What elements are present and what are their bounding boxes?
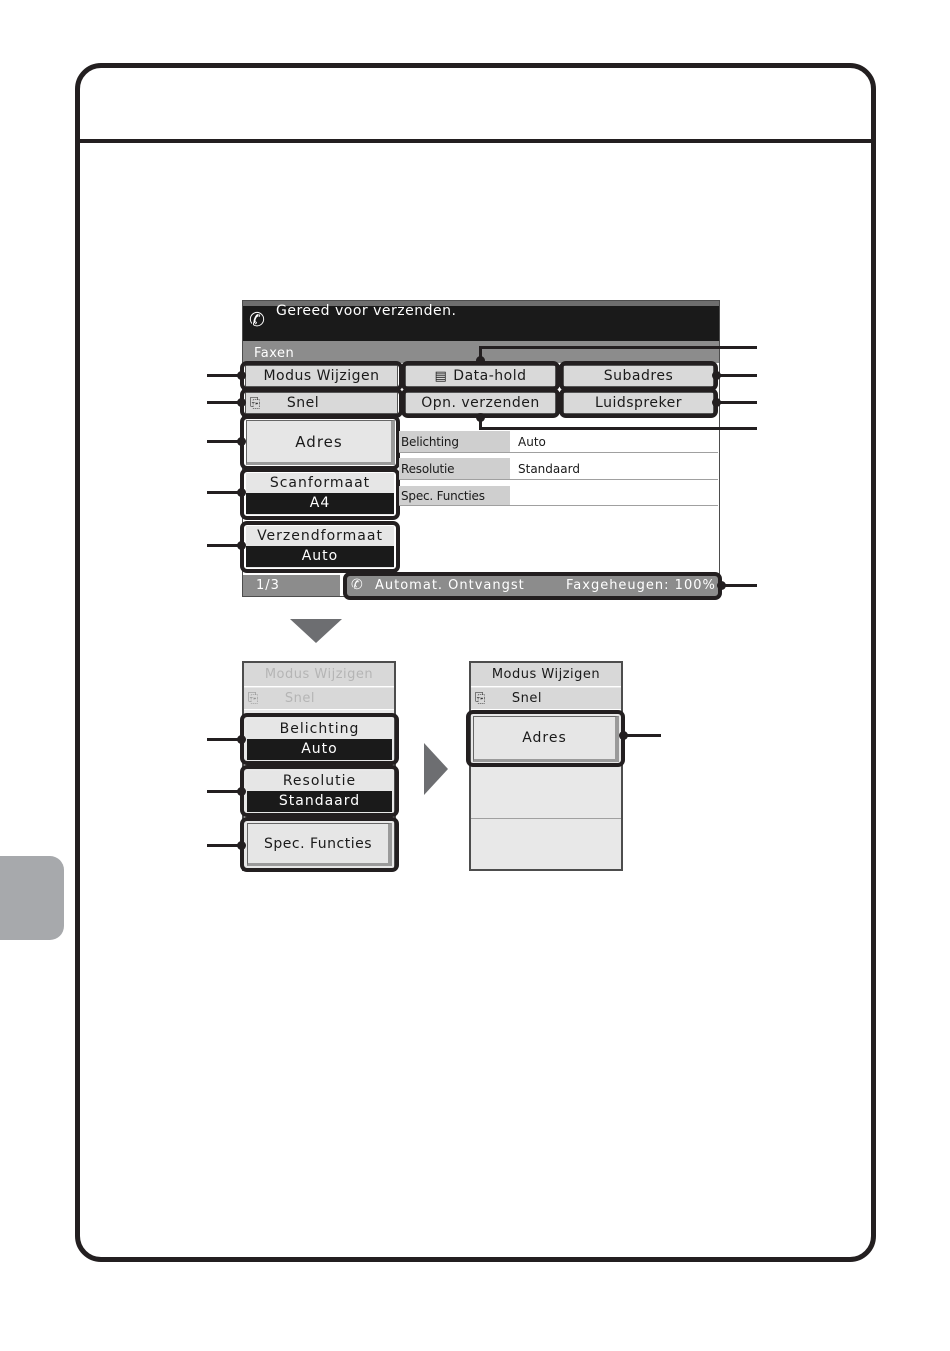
- mode-label: Faxen: [254, 346, 295, 361]
- callout-status: [343, 572, 722, 600]
- exposure-value: Auto: [247, 739, 392, 760]
- callout-mode-change: [240, 361, 403, 391]
- chapter-tab: [0, 856, 64, 940]
- special-functions-label: Spec. Functies: [263, 835, 372, 852]
- document-icon: ▤: [434, 368, 448, 384]
- leader-dot: [476, 413, 485, 422]
- callout-address: [240, 415, 400, 470]
- mode-change-label: Modus Wijzigen: [264, 667, 374, 682]
- leader-dot: [237, 398, 246, 407]
- callout-send-size: [240, 521, 400, 573]
- leader-dot: [712, 398, 721, 407]
- leader-line: [721, 584, 757, 587]
- setting-exposure-label: Belichting: [399, 431, 510, 452]
- panel-divider: [471, 818, 621, 819]
- callout-exposure: [240, 713, 399, 765]
- scan-size-label: Scanformaat: [269, 475, 371, 491]
- callout-quick: [240, 388, 403, 418]
- quick-label: Snel: [286, 395, 320, 411]
- callout-speaker: [559, 388, 718, 418]
- speed-dial-icon: ⎘: [250, 395, 261, 411]
- speaker-label: Luidspreker: [595, 395, 682, 411]
- leader-dot: [237, 371, 246, 380]
- resolution-label: Resolutie: [282, 773, 357, 789]
- address-label: Adres: [522, 730, 567, 746]
- sub-address-label: Subadres: [603, 368, 674, 384]
- setting-exposure-value: Auto: [518, 434, 546, 449]
- send-size-label: Verzendformaat: [257, 528, 383, 544]
- leader-line: [716, 401, 757, 404]
- callout-scan-size: [240, 468, 400, 520]
- callout-resolution: [240, 765, 399, 817]
- triangle-down-icon: [290, 619, 342, 643]
- setting-special-value: [510, 486, 718, 505]
- leader-dot: [237, 488, 246, 497]
- leader-line: [479, 427, 757, 430]
- triangle-right-icon: [424, 743, 448, 795]
- fax-memory-text: Faxgeheugen: 100%: [566, 578, 716, 593]
- setting-divider: [399, 505, 718, 506]
- callout-data-hold: [401, 361, 560, 391]
- mode-change-button[interactable]: [471, 663, 621, 687]
- mode-change-label: Modus Wijzigen: [491, 667, 601, 682]
- exposure-label: Belichting: [279, 721, 360, 737]
- leader-dot: [237, 735, 246, 744]
- setting-resolution-value: Standaard: [518, 461, 580, 476]
- status-message: Gereed voor verzenden.: [276, 303, 457, 319]
- leader-line: [481, 346, 757, 349]
- setting-divider: [399, 452, 718, 453]
- quick-button[interactable]: [471, 688, 621, 710]
- mode-change-label: Modus Wijzigen: [263, 368, 380, 384]
- data-hold-label: Data-hold: [453, 368, 527, 384]
- send-size-value: Auto: [246, 546, 394, 567]
- mode-change-button[interactable]: [244, 663, 394, 687]
- leader-dot: [237, 541, 246, 550]
- quick-label: Snel: [511, 691, 543, 706]
- speed-dial-icon: ⎘: [475, 691, 486, 706]
- leader-dot: [237, 841, 246, 850]
- page-indicator: 1/3: [256, 578, 280, 593]
- callout-address: [466, 710, 625, 767]
- leader-line: [624, 734, 661, 737]
- quick-button[interactable]: [244, 688, 394, 710]
- phone-icon: ✆: [249, 309, 265, 331]
- quick-label: Snel: [284, 691, 316, 706]
- receive-mode-text: Automat. Ontvangst: [375, 578, 525, 593]
- on-hook-label: Opn. verzenden: [421, 395, 540, 411]
- leader-line: [716, 374, 757, 377]
- leader-dot: [237, 787, 246, 796]
- setting-resolution-label: Resolutie: [399, 458, 510, 479]
- header-rule: [78, 139, 873, 143]
- setting-special-label: Spec. Functies: [399, 486, 510, 505]
- speed-dial-icon: ⎘: [248, 691, 259, 706]
- callout-special-functions: [240, 817, 399, 872]
- callout-sub-address: [559, 361, 718, 391]
- setting-divider: [399, 479, 718, 480]
- leader-dot: [237, 437, 246, 446]
- leader-dot: [476, 356, 485, 365]
- leader-dot: [712, 371, 721, 380]
- leader-dot: [717, 581, 726, 590]
- leader-dot: [619, 731, 628, 740]
- resolution-value: Standaard: [247, 791, 392, 812]
- fax-receive-icon: ✆: [351, 577, 364, 593]
- address-label: Adres: [295, 432, 343, 451]
- scan-size-value: A4: [246, 493, 394, 514]
